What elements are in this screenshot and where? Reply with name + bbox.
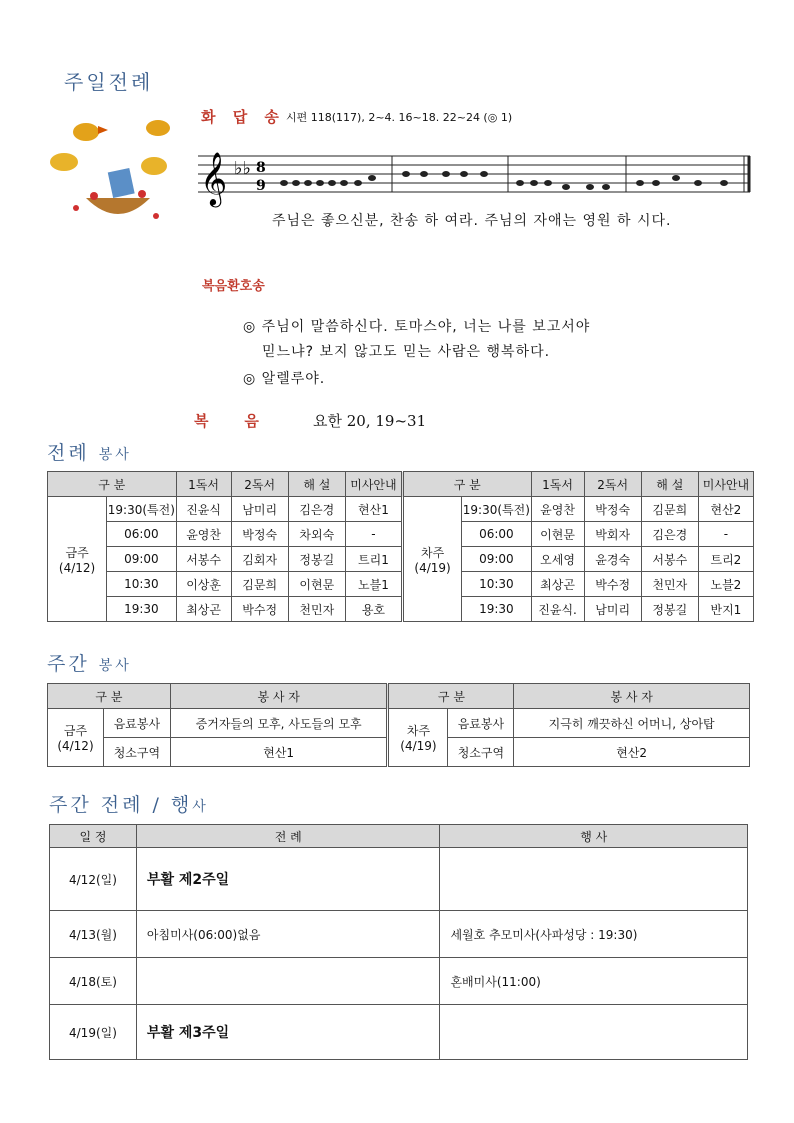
- this-week-cell: 금주 (4/12): [48, 497, 107, 622]
- flat-icon: ♭♭: [234, 158, 251, 179]
- events-title: 주간 전례 / 행사: [49, 794, 209, 816]
- psalm-lyrics: 주님은 좋으신분, 찬송 하 여라. 주님의 자애는 영원 하 시다.: [272, 213, 672, 229]
- next-week-cell: 차주 (4/19): [403, 497, 462, 622]
- table-header-row: 구 분 봉 사 자 구 분 봉 사 자: [48, 684, 750, 709]
- treble-clef-icon: 𝄞: [200, 151, 228, 205]
- table-header-row: 일 정 전 례 행 사: [50, 825, 748, 848]
- time-signature: 8: [256, 160, 266, 176]
- svg-text:9: 9: [256, 178, 266, 194]
- music-staff: [198, 150, 758, 210]
- page-title: 주일전례: [64, 70, 154, 94]
- bird-3: [50, 153, 78, 171]
- basket: [86, 198, 150, 214]
- book-icon: [108, 168, 135, 198]
- weekly-service-table: [47, 683, 750, 767]
- this-week-cell: 금주 (4/12): [48, 709, 104, 767]
- events-table: [49, 824, 748, 1060]
- gospel-reference: 요한 20, 19~31: [313, 412, 427, 430]
- bird-4: [141, 157, 167, 175]
- table-row: 06:00 윤영찬 박정숙 차외숙 - 06:00 이현문 박회자 김은경 -: [48, 522, 754, 547]
- table-row: 금주 (4/12) 19:30(특전) 진윤식 남미리 김은경 현산1 차주 (4/19) 19:30(특전) 윤영찬 박정숙 김문희 현산2: [48, 497, 754, 522]
- table-row: 4/19(일) 부활 제3주일: [50, 1005, 748, 1060]
- table-header-row: 구 분 1독서 2독서 해 설 미사안내 구 분 1독서 2독서 해 설 미사안내: [48, 472, 754, 497]
- table-row: 4/13(월) 아침미사(06:00)없음 세월호 추모미사(사파성당 : 19:30): [50, 911, 748, 958]
- next-week-cell: 차주 (4/19): [388, 709, 448, 767]
- acclamation-line-1: ◎ 주님이 말씀하신다. 토마스야, 너는 나를 보고서야: [243, 319, 591, 335]
- table-row: 청소구역 현산1 청소구역 현산2: [48, 738, 750, 767]
- acclamation-line-2: 믿느냐? 보지 않고도 믿는 사람은 행복하다.: [262, 344, 551, 360]
- table-row: 19:30 최상곤 박수정 천민자 용호 19:30 진윤식. 남미리 정봉길 반지1: [48, 597, 754, 622]
- liturgy-service-title: 전례 봉사: [47, 442, 132, 464]
- gospel-label: 복 음: [194, 412, 262, 430]
- acclamation-label: 복음환호송: [202, 279, 265, 294]
- liturgy-service-table: [47, 471, 754, 622]
- table-row: 09:00 서봉수 김회자 정봉길 트리1 09:00 오세영 윤경숙 서봉수 트리2: [48, 547, 754, 572]
- table-row: 금주 (4/12) 음료봉사 증거자들의 모후, 사도들의 모후 차주 (4/19) 음료봉사 지극히 깨끗하신 어머니, 상아탑: [48, 709, 750, 738]
- psalm-reference: 시편 118(117), 2~4. 16~18. 22~24 (◎ 1): [286, 111, 513, 124]
- birds-basket-illustration: [46, 112, 176, 232]
- weekly-service-title: 주간 봉사: [47, 653, 132, 675]
- psalm-label: 화 답 송: [201, 108, 285, 126]
- bird-2: [146, 120, 170, 136]
- table-row: 4/18(토) 혼배미사(11:00): [50, 958, 748, 1005]
- table-row: 4/12(일) 부활 제2주일: [50, 848, 748, 911]
- acclamation-line-3: ◎ 알렐루야.: [243, 371, 326, 387]
- bird-1: [73, 123, 99, 141]
- table-row: 10:30 이상훈 김문희 이현문 노블1 10:30 최상곤 박수정 천민자 노블2: [48, 572, 754, 597]
